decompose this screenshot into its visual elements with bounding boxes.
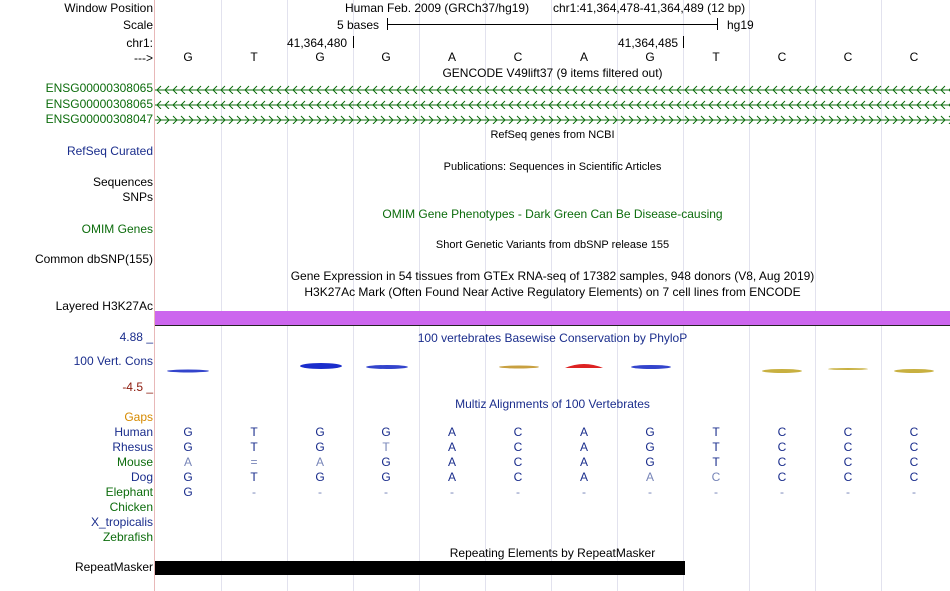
alignment-base: C — [909, 440, 919, 454]
layered-h3k27ac-label[interactable]: Layered H3K27Ac — [55, 299, 153, 313]
alignment-base: A — [579, 425, 588, 439]
alignment-base: C — [909, 425, 919, 439]
alignment-base: - — [714, 485, 718, 499]
alignment-base: C — [711, 470, 721, 484]
alignment-base: - — [780, 485, 784, 499]
species-label-zebrafish[interactable]: Zebrafish — [102, 530, 153, 544]
alignment-base: C — [843, 425, 853, 439]
scale-bar-text: 5 bases — [337, 18, 380, 32]
species-label-dog[interactable]: Dog — [130, 470, 153, 484]
gencode-gene-label-3[interactable]: ENSG00000308047 — [45, 112, 153, 126]
alignment-base: - — [648, 485, 652, 499]
scale-bar-tick-left — [387, 18, 388, 30]
coordinate-label-2: 41,364,485 — [618, 36, 679, 50]
alignment-base: - — [846, 485, 850, 499]
alignment-base: C — [513, 470, 523, 484]
base-letter: A — [579, 50, 588, 64]
alignment-base: C — [777, 455, 787, 469]
dbsnp-track-title: Short Genetic Variants from dbSNP release 155 — [435, 239, 670, 251]
alignment-base: C — [777, 425, 787, 439]
alignment-base: T — [250, 425, 258, 439]
gencode-gene-label-1[interactable]: ENSG00000308065 — [45, 81, 153, 95]
alignment-base: C — [513, 425, 523, 439]
repeatmasker-element[interactable] — [155, 561, 685, 575]
alignment-base: - — [252, 485, 256, 499]
coordinate-tick-1 — [353, 36, 354, 48]
h3k27ac-baseline — [155, 325, 950, 326]
gencode-gene-1-arrows[interactable] — [155, 84, 950, 94]
alignment-base: G — [183, 425, 193, 439]
alignment-base: T — [712, 455, 720, 469]
base-letter: G — [183, 50, 193, 64]
position-readout: chr1:41,364,478-41,364,489 (12 bp) — [553, 1, 746, 15]
refseq-track-title: RefSeq genes from NCBI — [490, 129, 615, 141]
alignment-base: - — [516, 485, 520, 499]
alignment-base: T — [250, 440, 258, 454]
alignment-base: G — [315, 470, 325, 484]
base-letter: T — [250, 50, 258, 64]
alignment-base: A — [579, 440, 588, 454]
scale-bar — [387, 24, 717, 25]
strand-arrow-label: ---> — [134, 51, 153, 65]
alignment-base: G — [183, 470, 193, 484]
alignment-base: G — [645, 440, 655, 454]
alignment-base: G — [381, 425, 391, 439]
omim-track-title: OMIM Gene Phenotypes - Dark Green Can Be Disease-causing — [382, 207, 723, 221]
alignment-base: C — [777, 440, 787, 454]
phylop-track-title: 100 vertebrates Basewise Conservation by PhyloP — [417, 331, 688, 345]
base-letter: G — [645, 50, 655, 64]
refseq-curated-label[interactable]: RefSeq Curated — [66, 144, 153, 158]
alignment-base: A — [447, 455, 456, 469]
gtex-track-title: Gene Expression in 54 tissues from GTEx RNA-seq of 17382 samples, 948 donors (V8, Aug 2019) — [290, 269, 815, 283]
base-letter: C — [777, 50, 787, 64]
repeatmasker-label[interactable]: RepeatMasker — [74, 560, 153, 574]
alignment-base: - — [912, 485, 916, 499]
alignment-base: A — [315, 455, 324, 469]
phylop-conservation-plot[interactable] — [155, 355, 950, 380]
alignment-base: - — [384, 485, 388, 499]
alignment-base: G — [315, 440, 325, 454]
alignment-base: T — [712, 425, 720, 439]
alignment-base: A — [579, 470, 588, 484]
gencode-gene-3-arrows[interactable] — [155, 114, 950, 124]
multiz-track-title: Multiz Alignments of 100 Vertebrates — [455, 397, 650, 411]
cons-max-label: 4.88 _ — [119, 330, 153, 344]
base-letter: C — [513, 50, 523, 64]
gencode-gene-label-2[interactable]: ENSG00000308065 — [45, 97, 153, 111]
base-letter: A — [447, 50, 456, 64]
omim-genes-label[interactable]: OMIM Genes — [81, 222, 153, 236]
chr-label: chr1: — [126, 36, 153, 50]
repeatmasker-track-title: Repeating Elements by RepeatMasker — [449, 546, 656, 560]
base-letter: C — [843, 50, 853, 64]
alignment-base: C — [843, 440, 853, 454]
alignment-base: C — [843, 470, 853, 484]
common-dbsnp-label[interactable]: Common dbSNP(155) — [34, 252, 153, 266]
track-label-column — [0, 0, 153, 591]
alignment-base: C — [513, 440, 523, 454]
species-label-rhesus[interactable]: Rhesus — [112, 440, 153, 454]
species-label-elephant[interactable]: Elephant — [105, 485, 153, 499]
alignment-base: - — [450, 485, 454, 499]
species-label-xtropicalis[interactable]: X_tropicalis — [90, 515, 153, 529]
base-letter: T — [712, 50, 720, 64]
window-position-label: Window Position — [64, 1, 153, 15]
scale-label: Scale — [122, 18, 153, 32]
alignment-base: G — [381, 470, 391, 484]
gaps-label[interactable]: Gaps — [124, 410, 153, 424]
alignment-base: G — [645, 455, 655, 469]
snps-label[interactable]: SNPs — [122, 190, 153, 204]
coordinate-label-1: 41,364,480 — [287, 36, 348, 50]
publications-track-title: Publications: Sequences in Scientific Articles — [443, 161, 662, 173]
gencode-gene-2-arrows[interactable] — [155, 99, 950, 109]
scale-db-label: hg19 — [727, 18, 754, 32]
cons-min-label: -4.5 _ — [122, 380, 153, 394]
alignment-base: C — [909, 470, 919, 484]
alignment-base: A — [645, 470, 654, 484]
assembly-title: Human Feb. 2009 (GRCh37/hg19) — [345, 1, 530, 15]
alignment-base: G — [315, 425, 325, 439]
alignment-base: G — [381, 455, 391, 469]
alignment-base: A — [183, 455, 192, 469]
scale-bar-tick-right — [717, 18, 718, 30]
cons-track-label[interactable]: 100 Vert. Cons — [73, 354, 153, 368]
alignment-base: A — [447, 440, 456, 454]
coordinate-tick-2 — [683, 36, 684, 48]
species-label-chicken[interactable]: Chicken — [109, 500, 153, 514]
alignment-base: G — [183, 440, 193, 454]
alignment-base: A — [447, 470, 456, 484]
alignment-base: T — [712, 440, 720, 454]
alignment-base: = — [250, 455, 258, 469]
base-letter: C — [909, 50, 919, 64]
alignment-base: G — [645, 425, 655, 439]
base-letter: G — [381, 50, 391, 64]
gencode-track-title: GENCODE V49lift37 (9 items filtered out) — [442, 66, 663, 80]
track-image-area[interactable] — [155, 0, 950, 591]
alignment-base: A — [579, 455, 588, 469]
h3k27ac-signal-bar[interactable] — [155, 311, 950, 325]
alignment-base: C — [513, 455, 523, 469]
alignment-base: A — [447, 425, 456, 439]
species-label-human[interactable]: Human — [114, 425, 153, 439]
h3k27ac-track-title: H3K27Ac Mark (Often Found Near Active Regulatory Elements) on 7 cell lines from ENCODE — [304, 285, 801, 299]
alignment-base: - — [582, 485, 586, 499]
alignment-base: - — [318, 485, 322, 499]
alignment-base: T — [250, 470, 258, 484]
alignment-base: C — [909, 455, 919, 469]
alignment-base: C — [777, 470, 787, 484]
alignment-base: G — [183, 485, 193, 499]
base-letter: G — [315, 50, 325, 64]
alignment-base: T — [382, 440, 390, 454]
sequences-label[interactable]: Sequences — [92, 175, 153, 189]
alignment-base: C — [843, 455, 853, 469]
species-label-mouse[interactable]: Mouse — [116, 455, 153, 469]
